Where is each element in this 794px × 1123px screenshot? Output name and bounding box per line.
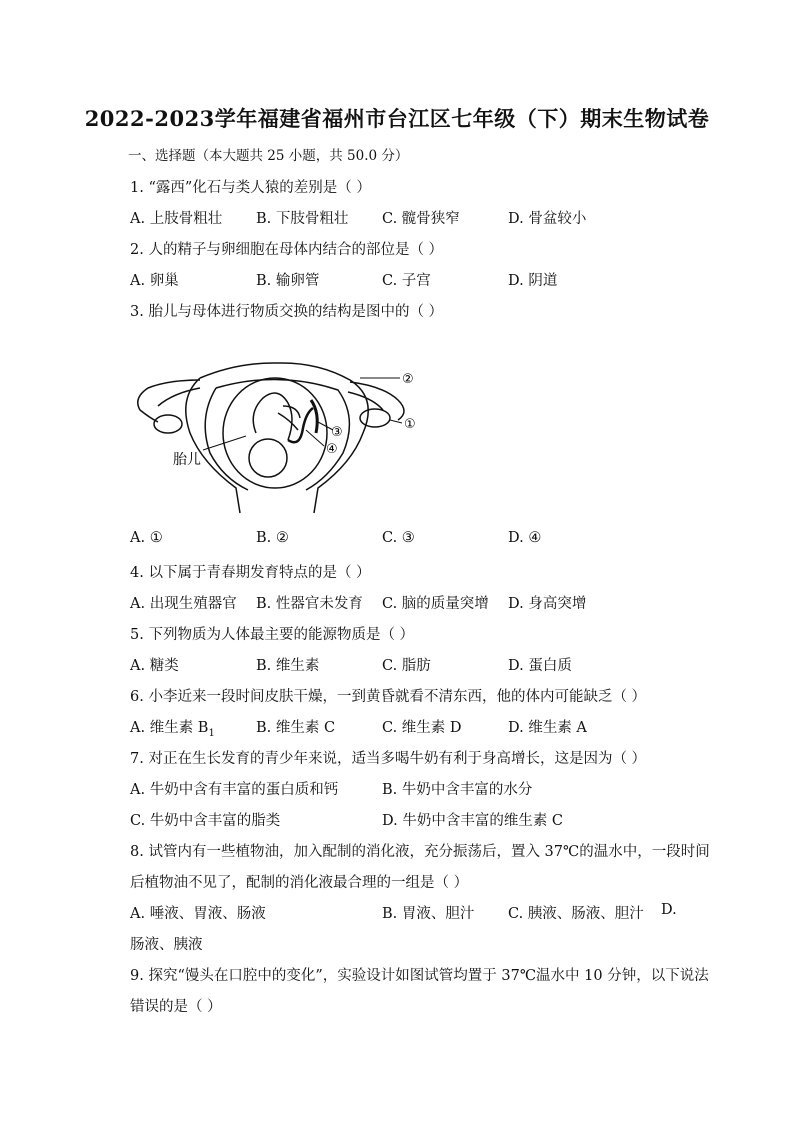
option-b[interactable]: B. 维生素 C: [256, 720, 336, 736]
label-1: ①: [404, 417, 416, 432]
option-d[interactable]: D. 骨盆较小: [508, 211, 587, 227]
option-a[interactable]: [130, 716, 215, 739]
option-c[interactable]: C. 胰液、肠液、胆汁: [508, 906, 644, 922]
question-6-stem: 6. 小李近来一段时间皮肤干燥，一到黄昏就看不清东西，他的体内可能缺乏（ ）: [130, 689, 647, 705]
question-4-stem: 4. 以下属于青春期发育特点的是（ ）: [130, 565, 371, 581]
option-d[interactable]: D. 身高突增: [508, 596, 587, 612]
question-7-stem: 7. 对正在生长发育的青少年来说，适当多喝牛奶有利于身高增长，这是因为（ ）: [130, 751, 647, 767]
label-3: ③: [331, 425, 343, 440]
option-c[interactable]: C. ③: [382, 530, 415, 546]
option-b[interactable]: B. 牛奶中含丰富的水分: [382, 782, 533, 798]
option-c[interactable]: C. 脑的质量突增: [382, 596, 489, 612]
option-b[interactable]: B. ②: [256, 530, 289, 546]
option-a[interactable]: A. 出现生殖器官: [130, 596, 237, 612]
option-a[interactable]: A. 上肢骨粗壮: [130, 211, 223, 227]
option-d-label[interactable]: D.: [661, 902, 677, 918]
option-c[interactable]: C. 髋骨狭窄: [382, 211, 460, 227]
label-4: ④: [326, 442, 338, 457]
option-d[interactable]: D. ④: [508, 530, 542, 546]
option-d[interactable]: D. 阴道: [508, 273, 558, 289]
label-fetus: 胎儿: [173, 452, 201, 468]
option-c[interactable]: C. 维生素 D: [382, 720, 462, 736]
option-a[interactable]: A. 唾液、胃液、肠液: [130, 906, 266, 922]
option-a-subscript: 1: [208, 727, 215, 739]
uterus-diagram-svg: [128, 358, 428, 523]
option-c[interactable]: C. 子宫: [382, 273, 431, 289]
label-2: ②: [402, 372, 414, 387]
option-d-text[interactable]: 肠液、胰液: [130, 937, 203, 953]
question-5-stem: 5. 下列物质为人体最主要的能源物质是（ ）: [130, 627, 415, 643]
question-8-stem-cont: 后植物油不见了，配制的消化液最合理的一组是（ ）: [130, 875, 469, 891]
question-8-stem: 8. 试管内有一些植物油，加入配制的消化液，充分振荡后，置入 37℃的温水中，一段时间: [130, 844, 710, 860]
option-d[interactable]: D. 蛋白质: [508, 658, 572, 674]
option-b[interactable]: B. 性器官未发育: [256, 596, 363, 612]
option-a[interactable]: A. 牛奶中含有丰富的蛋白质和钙: [130, 782, 339, 798]
option-c[interactable]: C. 脂肪: [382, 658, 431, 674]
option-a[interactable]: A. ①: [130, 530, 163, 546]
option-d[interactable]: D. 牛奶中含丰富的维生素 C: [382, 813, 564, 829]
option-b[interactable]: B. 下肢骨粗壮: [256, 211, 349, 227]
option-d[interactable]: D. 维生素 A: [508, 720, 587, 736]
option-a[interactable]: A. 卵巢: [130, 273, 179, 289]
option-a[interactable]: A. 糖类: [130, 658, 179, 674]
option-a-text: A. 维生素 B: [130, 720, 209, 736]
question-1-stem: 1. “露西”化石与类人猿的差别是（ ）: [130, 180, 371, 196]
question-9-stem-cont: 错误的是（ ）: [130, 999, 222, 1015]
option-b[interactable]: B. 胃液、胆汁: [382, 906, 475, 922]
section-heading: 一、选择题（本大题共 25 小题，共 50.0 分）: [128, 148, 409, 164]
option-c[interactable]: C. 牛奶中含丰富的脂类: [130, 813, 281, 829]
question-2-stem: 2. 人的精子与卵细胞在母体内结合的部位是（ ）: [130, 242, 444, 258]
page-title: 2022-2023学年福建省福州市台江区七年级（下）期末生物试卷: [84, 106, 710, 131]
question-9-stem: 9. 探究“馒头在口腔中的变化”，实验设计如图试管均置于 37℃温水中 10 分钟，以下说法: [130, 968, 709, 984]
option-b[interactable]: B. 输卵管: [256, 273, 320, 289]
option-b[interactable]: B. 维生素: [256, 658, 320, 674]
uterus-diagram: [128, 358, 428, 523]
question-3-stem: 3. 胎儿与母体进行物质交换的结构是图中的（ ）: [130, 304, 444, 320]
